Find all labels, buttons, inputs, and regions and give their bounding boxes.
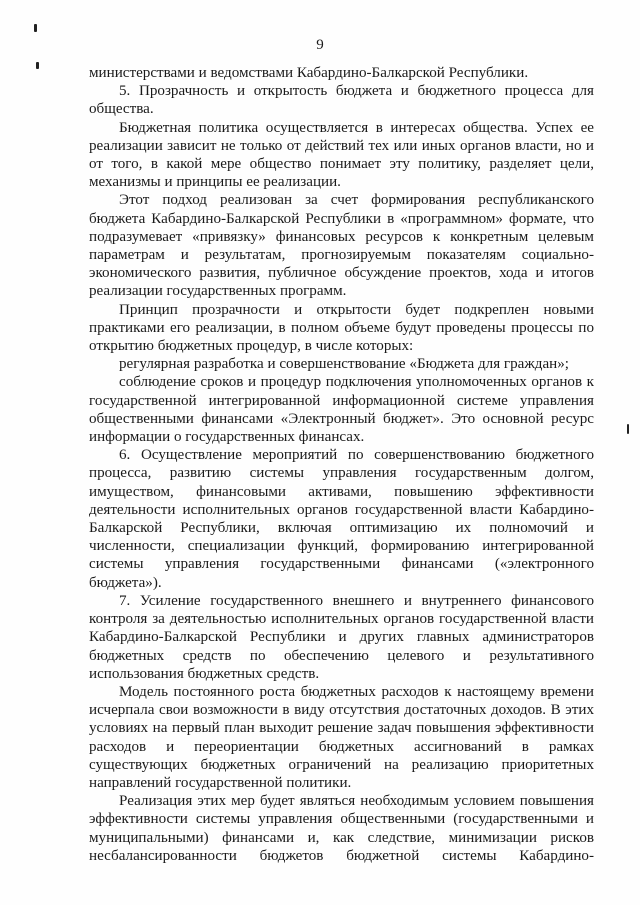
page-number: 9 [316, 37, 324, 53]
paragraph-budget-policy: Бюджетная политика осуществляется в интересах общества. Успех ее реализации зависит не только от действий тех или иных органов власти, но и от того, в какой мере общество понимает эту политику, разделяет цели, механизмы и принципы ее реализации. [89, 119, 594, 191]
paragraph-electronic-budget: соблюдение сроков и процедур подключения уполномоченных органов к государственной интегрированной информационной системе управления общественными финансами «Электронный бюджет». Это основной ресурс информации о государственных финансах. [89, 374, 594, 446]
document-body [89, 64, 594, 865]
scan-mark-upper [36, 62, 39, 69]
paragraph-program-format: Этот подход реализован за счет формирования республиканского бюджета Кабардино-Балкарской Республики в «программном» формате, что подразумевает «привязку» финансовых ресурсов к конкретным целевым параметрам и результатам, прогнозируемым показателям социально-экономического развития, публичное обсуждение проектов, хода и итогов реализации государственных программ. [89, 192, 594, 300]
paragraph-citizens-budget: регулярная разработка и совершенствование «Бюджета для граждан»; [119, 356, 569, 373]
paragraph-item-7: 7. Усиление государственного внешнего и внутреннего финансового контроля за деятельностью исполнительных органов государственной власти Кабардино-Балкарской Республики и других главных администраторов бюджетных средств по обеспечению целевого и результативного использования бюджетных средств. [89, 592, 594, 682]
scan-mark-right [627, 424, 629, 434]
paragraph-measures: Реализация этих мер будет являться необходимым условием повышения эффективности системы управления общественными (государственными и муниципальными) финансами и, как следствие, минимизации рисков несбалансированности бюджетов бюджетной системы Кабардино- [89, 793, 594, 864]
paragraph-item-5: 5. Прозрачность и открытость бюджета и бюджетного процесса для общества. [89, 83, 594, 118]
paragraph-continuation: министерствами и ведомствами Кабардино-Балкарской Республики. [89, 65, 529, 81]
paragraph-item-6: 6. Осуществление мероприятий по совершенствованию бюджетного процесса, развитию системы управления государственным долгом, имуществом, финансовыми активами, повышению эффективности деятельности исполнительных органов государственной власти Кабардино-Балкарской Республики, включая оптимизацию их полномочий и численности, специализации функций, формированию интегрированной системы управления государственными финансами («электронного бюджета»). [89, 447, 594, 591]
paragraph-growth-model: Модель постоянного роста бюджетных расходов к настоящему времени исчерпала свои возможности в виду отсутствия достаточных доходов. В этих условиях на первый план выходит решение задач повышения эффективности расходов и переориентации бюджетных ассигнований в рамках существующих бюджетных ограничений на реализацию приоритетных направлений государственной политики. [89, 683, 594, 791]
scan-mark-top [34, 24, 37, 32]
paragraph-transparency-principle: Принцип прозрачности и открытости будет подкреплен новыми практиками его реализации, в полном объеме будут проведены процессы по открытию бюджетных процедур, в числе которых: [89, 301, 594, 355]
